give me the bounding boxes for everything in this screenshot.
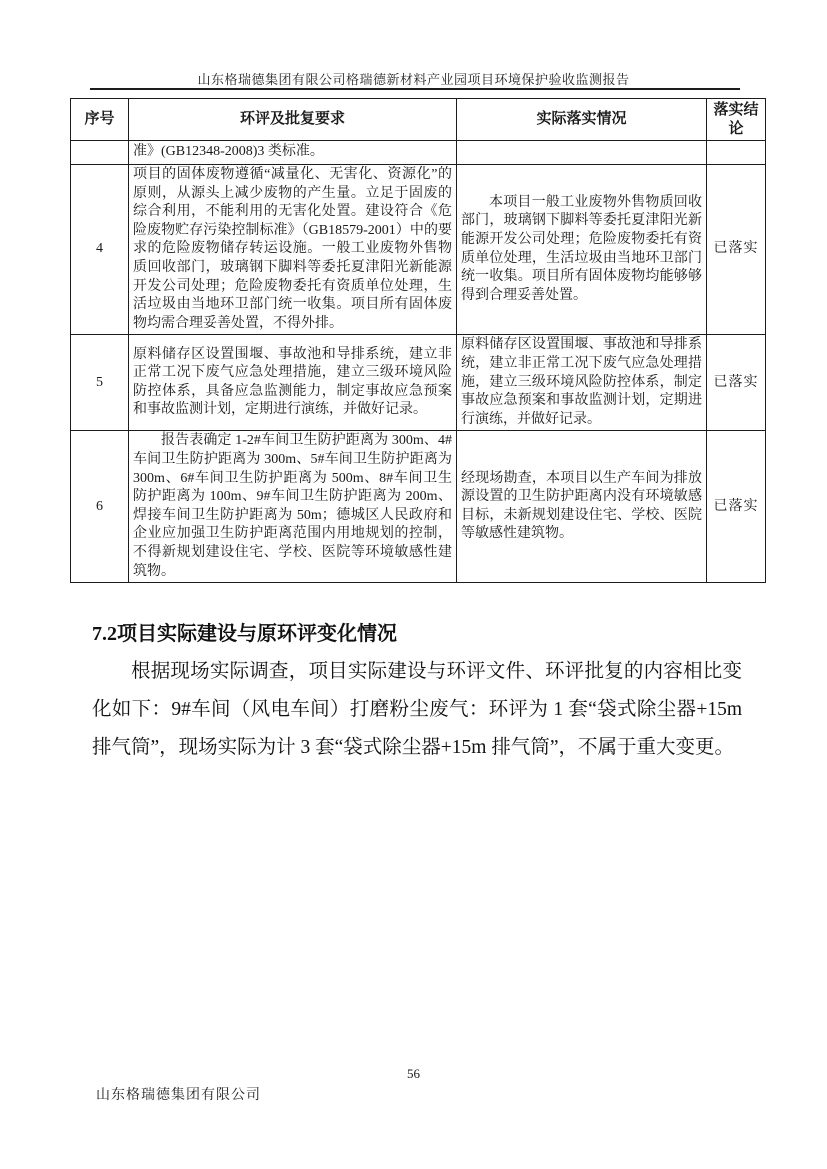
conclusion-cell: 已落实	[707, 165, 766, 335]
table-row	[71, 335, 766, 431]
page-number: 56	[407, 1066, 420, 1081]
table-row	[71, 431, 766, 583]
header-divider	[90, 88, 740, 90]
serial-cell	[71, 141, 129, 165]
implementation-cell: 本项目一般工业废物外售物质回收部门，玻璃钢下脚料等委托夏津阳光新能源开发公司处理；危险废物委托有资质单位处理，生活垃圾由当地环卫部门统一收集。项目所有固体废物均能够够得到合理妥善处置。	[457, 165, 707, 335]
column-header-serial: 序号	[71, 99, 129, 141]
table-row	[71, 165, 766, 335]
implementation-cell	[457, 141, 707, 165]
compliance-table	[70, 98, 766, 583]
conclusion-cell	[707, 141, 766, 165]
section-paragraph: 根据现场实际调查，项目实际建设与环评文件、环评批复的内容相比变化如下：9#车间（风电车间）打磨粉尘废气：环评为 1 套“袋式除尘器+15m 排气筒”，现场实际为计 3 套“袋式除尘器+15m 排气筒”，不属于重大变更。	[92, 661, 742, 758]
requirement-cell: 报告表确定 1-2#车间卫生防护距离为 300m、4#车间卫生防护距离为 300m、5#车间卫生防护距离为 300m、6#车间卫生防护距离为 500m、8#车间卫生防护距离为 100m、9#车间卫生防护距离为 200m、焊接车间卫生防护距离为 50m；德城区人民政府和企业应加强卫生防护距离范围内用地规划的控制，不得新规划建设住宅、学校、医院等环境敏感性建筑物。	[129, 431, 457, 583]
requirement-cell: 项目的固体废物遵循“减量化、无害化、资源化”的原则，从源头上减少废物的产生量。立足于固废的综合利用，不能利用的无害化处置。建设符合《危险废物贮存污染控制标准》（GB18579-2001）中的要求的危险废物储存转运设施。一般工业废物外售物质回收部门，玻璃钢下脚料等委托夏津阳光新能源开发公司处理；危险废物委托有资质单位处理，生活垃圾由当地环卫部门统一收集。项目所有固体废物均需合理妥善处置，不得外排。	[129, 165, 457, 335]
column-header-requirement: 环评及批复要求	[129, 99, 457, 141]
table-header-row	[71, 99, 766, 141]
footer-company: 山东格瑞德集团有限公司	[96, 1088, 261, 1103]
column-header-implementation: 实际落实情况	[457, 99, 707, 141]
implementation-cell: 原料储存区设置围堰、事故池和导排系统，建立非正常工况下废气应急处理措施，建立三级环境风险防控体系，制定事故应急预案和事故监测计划，定期进行演练，并做好记录。	[457, 335, 707, 431]
requirement-cell: 原料储存区设置围堰、事故池和导排系统，建立非正常工况下废气应急处理措施，建立三级环境风险防控体系，具备应急监测能力，制定事故应急预案和事故监测计划，定期进行演练，并做好记录。	[129, 335, 457, 431]
column-header-conclusion: 落实结论	[707, 99, 766, 141]
serial-cell: 4	[71, 165, 129, 335]
serial-cell: 6	[71, 431, 129, 583]
section-heading: 7.2项目实际建设与原环评变化情况	[92, 623, 397, 645]
conclusion-cell: 已落实	[707, 335, 766, 431]
document-header-title: 山东格瑞德集团有限公司格瑞德新材料产业园项目环境保护验收监测报告	[197, 72, 630, 87]
conclusion-cell: 已落实	[707, 431, 766, 583]
requirement-cell: 准》(GB12348-2008)3 类标准。	[129, 141, 457, 165]
table-row	[71, 141, 766, 165]
implementation-cell: 经现场勘查，本项目以生产车间为排放源设置的卫生防护距离内没有环境敏感目标，未新规划建设住宅、学校、医院等敏感性建筑物。	[457, 431, 707, 583]
serial-cell: 5	[71, 335, 129, 431]
